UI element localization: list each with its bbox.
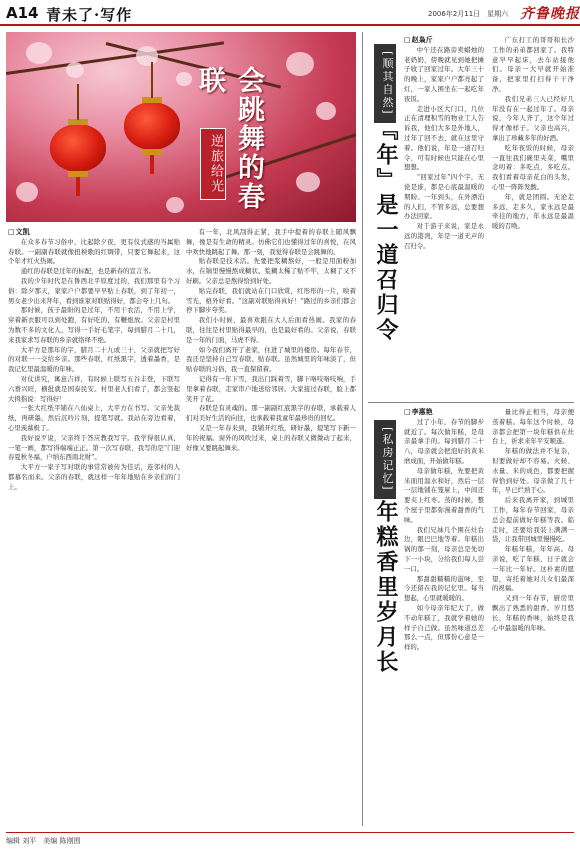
paragraph: 在众多春节习俗中，比起除夕夜，更有仪式感的当属贴春联。一副副春联就像扭秧歌的红绸带，只要它舞起来，这个年才红火热闹。	[8, 237, 180, 266]
banner-image	[6, 32, 356, 222]
story2-column-b	[492, 36, 574, 232]
paragraph: 过了小年，春节的脚步就近了。每次做年糕，是母亲最拿手的。每到腊月二十八，母亲就会把泡好的黄米磨成面，开始做年糕。	[404, 417, 484, 465]
paragraph: 我们兄弟三人已经好几年没有在一起过年了。母亲说，今年人齐了，这个年过得才像样子。父亲也高兴，拿出了珍藏多年的好酒。	[492, 94, 574, 142]
story3-col-a-body	[404, 418, 484, 653]
paragraph: 春联是有灵魂的。那一副副红底黑字的春联，承载着人们对美好生活的向往，也承载着我童年最珍贵的回忆。	[186, 404, 356, 423]
paragraph: 后来我离开家，到城里工作，每年春节回家，母亲总会提前做好年糕等我。临走时，还要给我装上满满一袋，让我带回城里慢慢吃。	[492, 496, 574, 544]
main-author: □ 文凯	[8, 228, 180, 238]
lantern-right	[124, 102, 180, 150]
paragraph: 年糕的做法并不复杂，但要做好却不容易。火候、水量、米的成色，都要把握得恰到好处。母亲做了几十年，早已烂熟于心。	[492, 447, 574, 495]
paragraph: 母亲做年糕，先要把黄米面用温水和好，然后一层一层地铺在笼屉上，中间还要夹上红枣。蒸的时候，整个屋子里都弥漫着甜香的气味。	[404, 466, 484, 524]
paragraph: 我好说歹说，父亲终于答应教我写字。我学得很认真，一笔一画，都写得端端正正。第一次写春联，我写的是“门迎春夏秋冬福，户纳东西南北财”。	[8, 433, 180, 462]
paragraph: 如今我们离开了老家，住进了城里的楼房。每年春节，我还是坚持自己写春联、贴春联。虽然城里的年味淡了，但贴春联的习俗，我一直保留着。	[186, 345, 356, 374]
paragraph: 对仗讲究，寓意吉祥，有时候上联写五谷丰登，下联写六畜兴旺，横批就是国泰民安。村里老人们看了，都会竖起大拇指说：写得好！	[8, 374, 180, 403]
paragraph: 贴春联是技术活。先要把浆糊熬好，一般是用面粉加水，在锅里慢慢熬成糊状。浆糊太稀了贴不牢，太稠了又不好刷。父亲总是熬得恰到好处。	[186, 257, 356, 285]
paragraph: 通红的春联是过年的标配，也是新春的宣言书。	[20, 267, 155, 276]
paragraph: 年，就是团圆。无论走多远，走多久，家永远是最牵挂的地方，年永远是最温暖的召唤。	[492, 192, 574, 231]
section-title: 青未了·写作	[46, 6, 133, 24]
paragraph: 走进小区大门口，几位正在清理积雪的物业工人告诉我，他们大多是外地人，过年了回不去，就在这里守着。他们说，年是一道召归令，可有时候也只能在心里想想。	[404, 104, 484, 172]
paragraph: 大平方是那年的字，腊月二十九或三十，父亲就把写好的对联一一交给乡亲。那些春联，红纸黑字，透着墨香，是我记忆里最温暖的年味。	[8, 345, 180, 374]
paragraph: “回家过年”四个字，无论是谁，都是心底最温暖的期盼。一年到头，在外漂泊的人们，不管多远，总要想办法回家。	[404, 173, 484, 221]
paragraph: 广东打工的哥哥和长沙工作的弟弟都回家了。我特意早早起床，去车站接他们。母亲一大早就开始准备，把家里打扫得干干净净。	[492, 36, 574, 93]
paragraph: 贴完春联，我们就站在门口欣赏，红彤彤的一片，映着雪光，格外好看。“这副对联贴得真好！”路过的乡亲们都会停下脚步夸奖。	[186, 286, 356, 315]
story3-title: 年糕香里岁月长	[373, 500, 399, 675]
story3-author: □ 李惠艳	[404, 408, 484, 418]
paragraph: 一张大红纸平铺在八仙桌上，大平方在书写。父亲先裁纸，再研墨，然后沉吟片刻，提笔写就。我站在旁边看着，心里羡慕极了。	[8, 404, 180, 432]
paragraph: 量比得正相当，母亲便蒸着糕。每年这个时候，母亲都会把第一块年糕供在灶台上，祈求来年平安顺遂。	[492, 408, 574, 446]
story2-column-a	[404, 36, 484, 252]
main-headline: 会跳舞的春联	[194, 66, 264, 211]
paragraph: 有一年，北风刮得正紧，我手中提着的春联上随风飘舞，像是有生命的精灵。仿佛它们也懂得过年的喜悦，在风中欢快地跳起了舞。那一刻，我觉得春联是会跳舞的。	[186, 228, 356, 256]
paragraph: 对于游子来说，家是永远的港湾，年是一道无声的召归令。	[404, 222, 484, 250]
paragraph: 中午还在路旁卖蜡烛的老奶奶，傍晚就见到她把摊子收了回家过年。大年三十的晚上，家家户户都亮起了灯，一家人围坐在一起吃年夜饭。	[404, 45, 484, 103]
issue-date: 2006年2月11日 星期六	[428, 10, 509, 18]
main-column-1	[8, 228, 180, 493]
editor-credits: 编辑 刘平 美编 陈刚围	[6, 837, 81, 845]
paragraph: 吃年夜饭的时候，母亲一直往我们碗里夹菜，嘴里念叨着：多吃点，多吃点。我们看着母亲花白的头发，心里一阵阵发酸。	[492, 143, 574, 191]
column-tag: 逆旅给光	[200, 128, 226, 200]
main-col2-body	[186, 228, 356, 453]
story3-col-b-body	[492, 408, 574, 633]
newspaper-logo: 齐鲁晚报	[520, 6, 580, 22]
paragraph: 又是一年春来到，我铺开红纸，研好墨，提笔写下新一年的祝福。窗外的风吹过来，桌上的春联又微微动了起来，好像又要跳起舞来。	[186, 423, 356, 452]
paragraph: 我的少年时代是在鲁西北平原度过的，我们那里有个习俗：除夕那天，家家户户都要早早贴上春联，到了年初一，男女老少出来拜年，看到谁家对联贴得好，都会夸上几句。	[8, 276, 180, 305]
paragraph: 年糕年糕，年年高。母亲说，吃了年糕，日子就会一年比一年好。这朴素的愿望，寄托着她对儿女们最深的祝福。	[492, 545, 574, 593]
page-number: A14	[6, 4, 39, 22]
story2-author: □ 赵枭斤	[404, 36, 484, 46]
paragraph: 我们兄妹几个围在灶台边，眼巴巴地等着。年糕出锅的那一刻，母亲总是先切下一小块，分给我们每人尝一口。	[404, 525, 484, 573]
main-col1-body	[8, 238, 180, 493]
story3-column-b	[492, 408, 574, 633]
main-column-2	[186, 228, 356, 453]
story3-kicker: [私房记忆]	[374, 420, 396, 499]
story2-kicker: [顺其自然]	[374, 44, 396, 123]
lantern-left	[50, 124, 106, 172]
paragraph: 大平方一家子写对联的事常常被传为佳话，连邻村的人都慕名而来。父亲的春联，就这样一年年地贴在乡亲们的门上。	[8, 463, 180, 491]
paragraph: 如今母亲年纪大了，做不动年糕了，我就学着她的样子自己做。虽然味道总差那么一点，但那份心意是一样的。	[404, 603, 484, 652]
paragraph: 我们小时候，最喜欢跟在大人后面看热闹。我家的春联，往往是村里贴得最早的，也是最好看的。父亲说，春联是一年的门面，马虎不得。	[186, 316, 356, 344]
paragraph: 那甜甜糯糯的滋味，至今还留在我的记忆里。每当想起，心里就暖暖的。	[404, 574, 484, 603]
page-header	[0, 0, 580, 26]
story2-col-a-body	[404, 46, 484, 252]
story2-title: 『年』是一道召归令	[373, 118, 399, 343]
paragraph: 又到一年春节，厨房里飘出了熟悉的甜香。岁月悠长，年糕的香味，始终是我心中最温暖的年味。	[492, 594, 574, 632]
story2-col-b-body	[492, 36, 574, 232]
paragraph: 记得有一年下雪，我出门踩着雪，脚下咯吱咯吱响，手里拿着春联，走家串户地送给邻居。大家接过春联，脸上都笑开了花。	[186, 374, 356, 403]
paragraph: 那时候，孩子最盼的是过年，不用干农活，不用上学，穿着新衣服可以到处跑，有好吃的，有鞭炮放。父亲是村里为数不多的文化人，写得一手好毛笔字，每到腊月二十几，来我家求写春联的乡亲就络绎不绝。	[8, 306, 180, 344]
story3-column-a	[404, 408, 484, 653]
